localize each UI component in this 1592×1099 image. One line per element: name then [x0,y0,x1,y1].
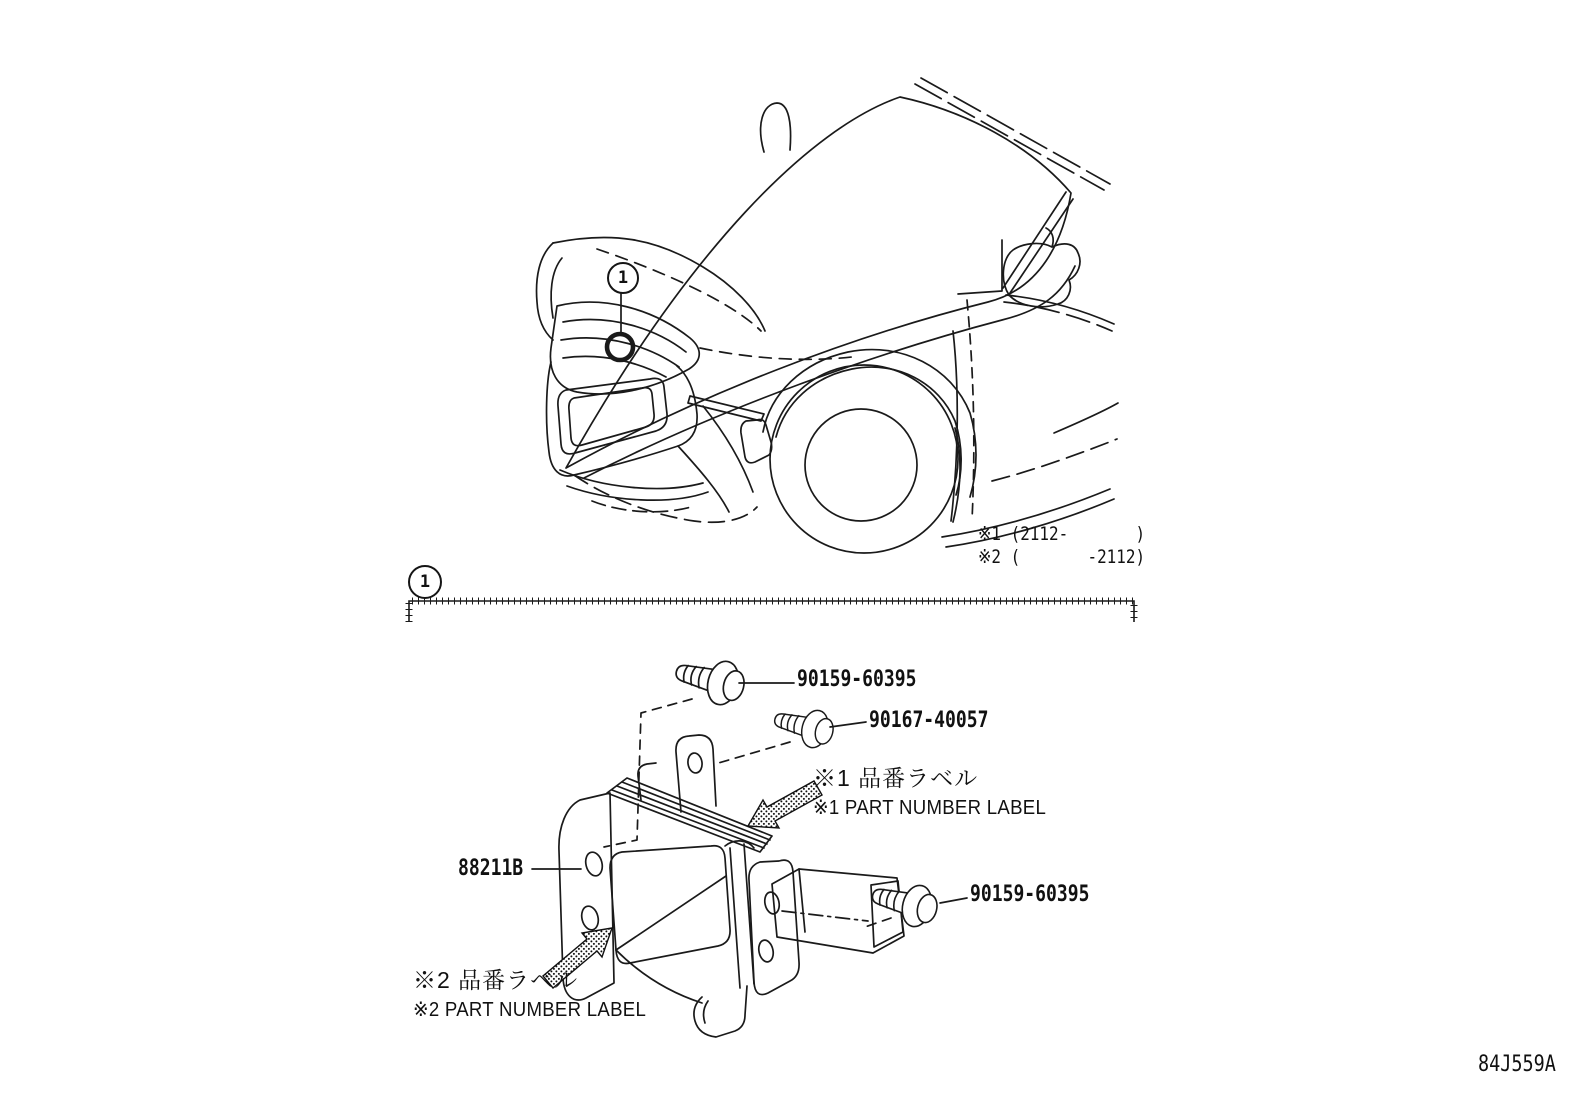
bolt-side-leader [940,898,967,903]
connector [772,869,904,953]
roof-rail [915,84,1104,190]
part-number-bolt-top[interactable]: 90159-60395 [797,667,917,692]
a-pillar [1003,192,1066,288]
part-number-sensor[interactable]: 88211B [458,856,524,881]
bolt-top-glyph [671,650,749,709]
wheel-rim [805,409,917,521]
vehicle-callout-number: 1 [617,268,629,288]
parts-callout-number: 1 [419,572,431,592]
foot-bracket-inner [704,1001,708,1023]
hood-edge [553,237,765,331]
skid-plate [592,501,691,512]
emblem-ring [607,334,633,360]
bracket-hole [763,891,781,915]
foot-bracket [694,986,747,1037]
vehicle-callout-1[interactable] [607,262,639,294]
antenna-fin [761,103,791,152]
part-number-screw[interactable]: 90167-40057 [869,708,989,733]
body-crease [1054,403,1118,433]
part-label-arrow-1 [748,781,822,828]
vehicle-drawing [537,78,1118,553]
bracket-hole [757,939,775,963]
tire [770,365,958,553]
grille-slat [561,338,679,367]
wheel-arch-outer [763,350,976,497]
sensor-side [730,848,740,988]
bracket-hole [579,904,600,931]
part-label-2-en: ※2 PART NUMBER LABEL [413,999,647,1021]
sensor-rib [612,790,764,848]
diagram-code: 84J559A [1478,1052,1556,1077]
side-mirror [1003,243,1080,306]
sensor-face-accent [616,876,726,950]
bracket-hole [583,850,604,877]
quarter-window [958,240,1002,294]
part-number-bolt-side[interactable]: 90159-60395 [970,882,1090,907]
sill-line [992,439,1117,481]
windshield [566,97,1071,468]
sensor-rib [622,782,770,840]
sensor-front-face [610,846,730,964]
part-label-1-jp: ※1 品番ラベル [813,765,979,791]
belt-line [1006,295,1114,324]
applicability-note-2: ※2 ( -2112) [978,546,1146,568]
bolt-top-dashed-leader [604,699,692,847]
connector-centerline [782,911,868,921]
applicability-note-1: ※1 (2112- ) [978,523,1146,545]
bracket-right [749,860,799,994]
screw-glyph [770,701,837,752]
tab-hole [687,752,704,774]
drl-sliver [688,396,764,421]
lower-grille-inner [569,388,654,446]
bumper-corner [678,446,729,512]
callout-bracket [409,601,1134,622]
part-label-2-jp: ※2 品番ラベル [413,967,579,993]
connector-edge [799,869,805,932]
screw-dashed-leader [715,742,790,764]
part-label-1-en: ※1 PART NUMBER LABEL [813,797,1047,819]
parts-callout-1[interactable] [408,565,442,599]
grille-outline [550,302,699,394]
fog-lamp [741,420,772,463]
roof-rail [921,78,1110,184]
screw-leader [830,722,866,727]
bolt-side-dashed-leader [862,918,891,928]
